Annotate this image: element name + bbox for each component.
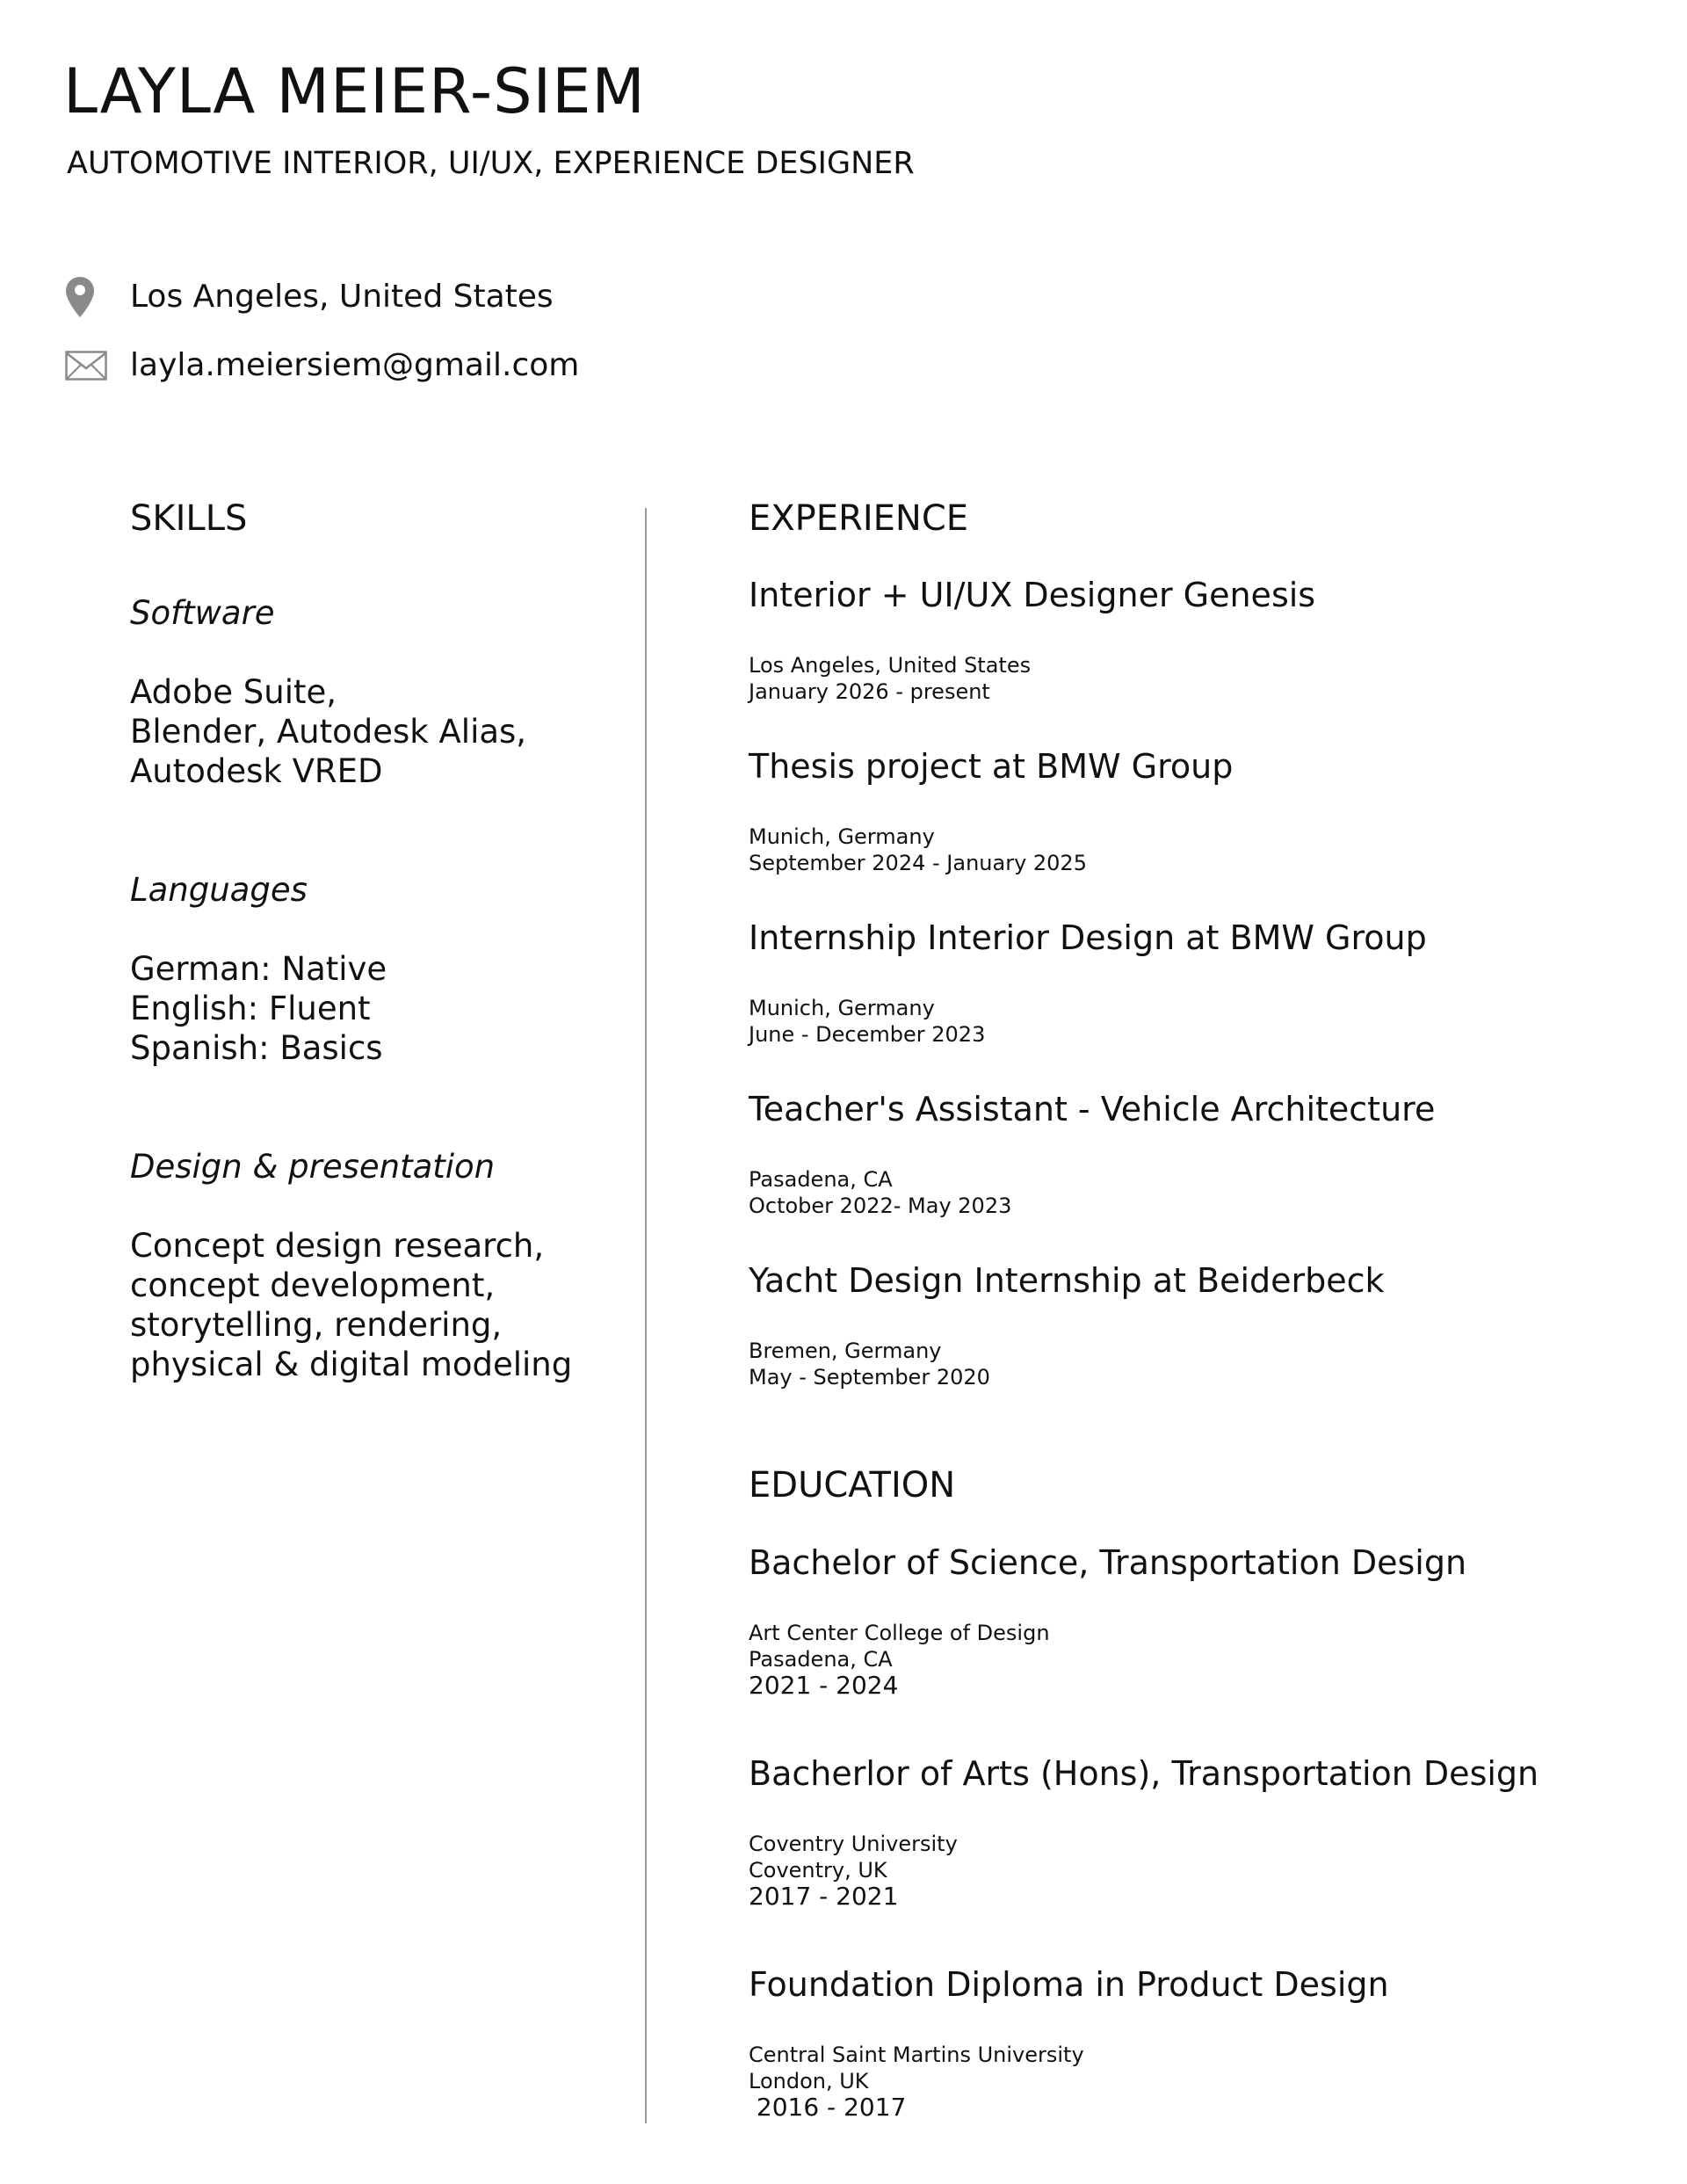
skill-group-title: Languages bbox=[130, 871, 308, 909]
education-years: 2017 - 2021 bbox=[749, 1882, 899, 1911]
skill-line: Autodesk VRED bbox=[130, 752, 383, 790]
skill-group-body bbox=[130, 1226, 572, 1384]
experience-location: Los Angeles, United States bbox=[749, 653, 1032, 678]
education-title: Foundation Diploma in Product Design bbox=[749, 1965, 1389, 2004]
experience-heading: EXPERIENCE bbox=[749, 498, 969, 539]
contact-location: Los Angeles, United States bbox=[130, 279, 554, 315]
skills-heading: SKILLS bbox=[130, 498, 248, 539]
skill-group-body bbox=[130, 672, 526, 791]
location-pin-icon bbox=[65, 274, 111, 320]
experience-location: Munich, Germany bbox=[749, 824, 935, 849]
education-details bbox=[749, 1831, 958, 1910]
experience-title: Internship Interior Design at BMW Group bbox=[749, 918, 1427, 957]
experience-location: Munich, Germany bbox=[749, 996, 935, 1020]
education-school: Coventry University bbox=[749, 1832, 958, 1856]
skill-line: Spanish: Basics bbox=[130, 1029, 383, 1067]
column-divider bbox=[645, 508, 647, 2123]
resume-subtitle: AUTOMOTIVE INTERIOR, UI/UX, EXPERIENCE DESIGNER bbox=[67, 146, 915, 181]
experience-dates: September 2024 - January 2025 bbox=[749, 851, 1087, 875]
education-details bbox=[749, 2042, 1084, 2121]
education-location: London, UK bbox=[749, 2069, 869, 2093]
resume-name: LAYLA MEIER-SIEM bbox=[63, 55, 646, 127]
skill-line: Adobe Suite, bbox=[130, 673, 337, 711]
skill-line: physical & digital modeling bbox=[130, 1346, 573, 1383]
experience-dates: May - September 2020 bbox=[749, 1365, 990, 1389]
education-title: Bachelor of Science, Transportation Design bbox=[749, 1543, 1467, 1582]
education-years: 2021 - 2024 bbox=[749, 1671, 899, 1700]
education-years: 2016 - 2017 bbox=[749, 2093, 907, 2122]
experience-title: Teacher's Assistant - Vehicle Architecture bbox=[749, 1090, 1436, 1128]
experience-details bbox=[749, 1166, 1011, 1219]
education-heading: EDUCATION bbox=[749, 1465, 956, 1506]
experience-dates: October 2022- May 2023 bbox=[749, 1194, 1012, 1218]
skill-group-body bbox=[130, 949, 387, 1068]
experience-details bbox=[749, 995, 985, 1048]
education-title: Bacherlor of Arts (Hons), Transportation Design bbox=[749, 1754, 1539, 1793]
envelope-icon bbox=[65, 343, 111, 388]
contact-email[interactable]: layla.meiersiem@gmail.com bbox=[130, 347, 580, 383]
experience-title: Thesis project at BMW Group bbox=[749, 747, 1234, 786]
skill-group-title: Software bbox=[130, 594, 275, 632]
experience-details bbox=[749, 1338, 990, 1390]
experience-details bbox=[749, 824, 1087, 876]
experience-dates: January 2026 - present bbox=[749, 679, 990, 704]
education-details bbox=[749, 1620, 1050, 1699]
education-school: Central Saint Martins University bbox=[749, 2043, 1084, 2067]
experience-dates: June - December 2023 bbox=[749, 1022, 986, 1047]
contact-location-row bbox=[65, 274, 554, 320]
skill-line: concept development, bbox=[130, 1266, 496, 1304]
skill-line: storytelling, rendering, bbox=[130, 1306, 503, 1344]
education-location: Pasadena, CA bbox=[749, 1647, 893, 1672]
experience-title: Interior + UI/UX Designer Genesis bbox=[749, 576, 1316, 614]
skill-line: English: Fluent bbox=[130, 990, 371, 1027]
skill-line: German: Native bbox=[130, 950, 387, 988]
skill-line: Concept design research, bbox=[130, 1227, 545, 1265]
contact-email-row bbox=[65, 343, 579, 388]
skill-line: Blender, Autodesk Alias, bbox=[130, 713, 527, 751]
experience-location: Bremen, Germany bbox=[749, 1339, 942, 1363]
education-school: Art Center College of Design bbox=[749, 1621, 1050, 1645]
experience-title: Yacht Design Internship at Beiderbeck bbox=[749, 1261, 1385, 1300]
experience-location: Pasadena, CA bbox=[749, 1167, 893, 1192]
experience-details bbox=[749, 652, 1031, 705]
education-location: Coventry, UK bbox=[749, 1858, 887, 1883]
skill-group-title: Design & presentation bbox=[130, 1148, 496, 1186]
